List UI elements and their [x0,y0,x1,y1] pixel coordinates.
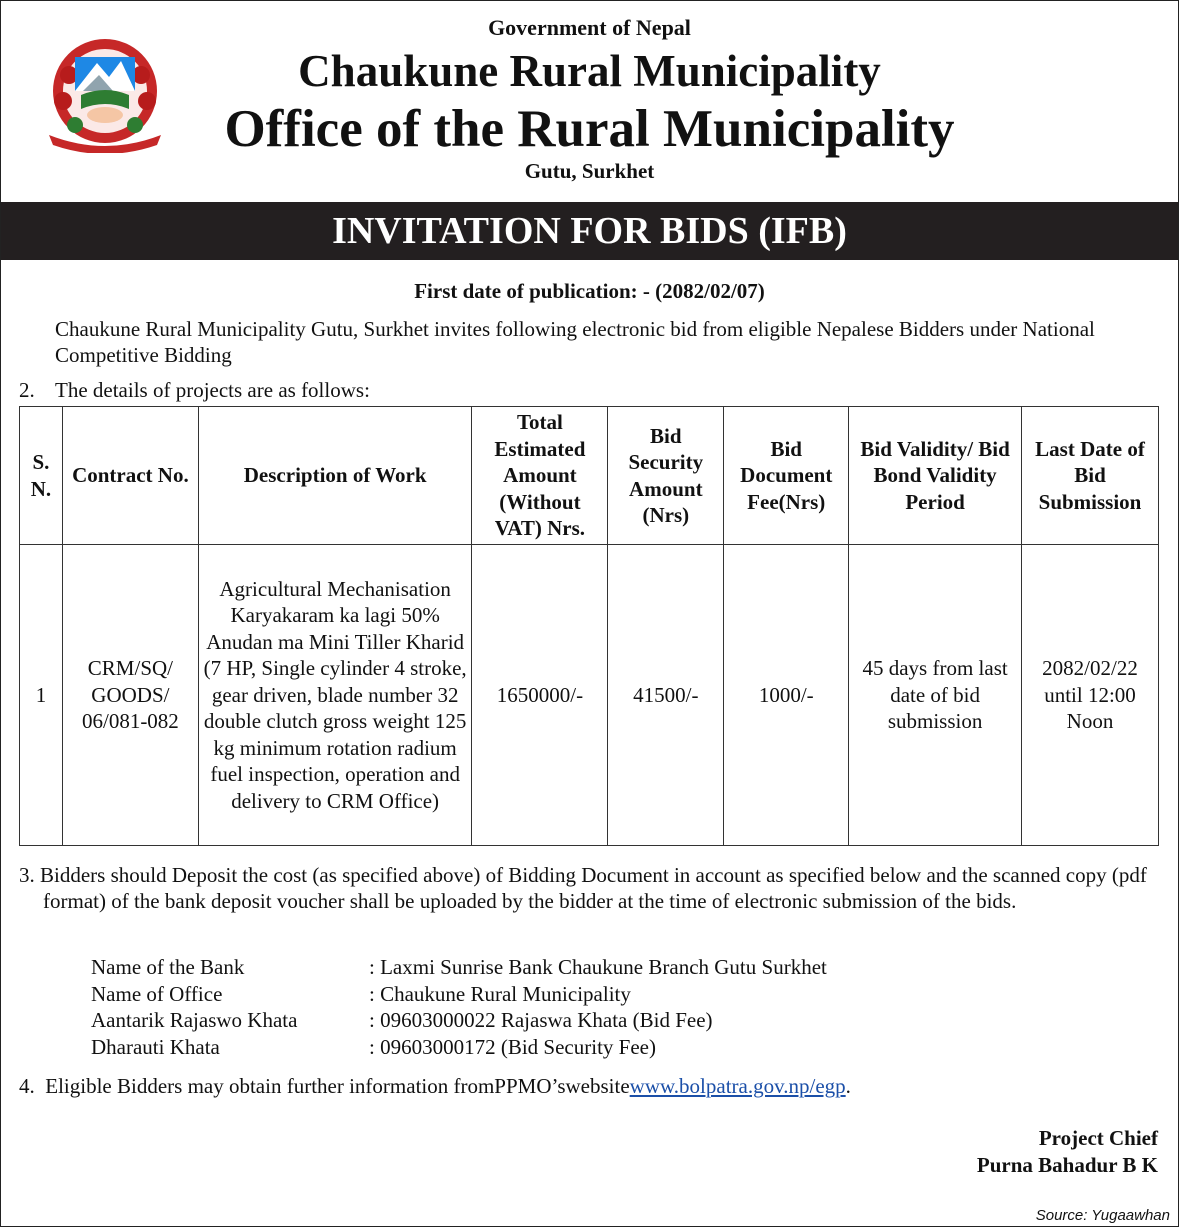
bank-details [91,954,827,1060]
header-document-fee: Bid Document Fee(Nrs) [724,407,849,545]
paragraph-text: Chaukune Rural Municipality Gutu, Surkhet invites following electronic bid from eligible Nepalese Bidders under National Competitive Bidding [55,317,1095,367]
bank-detail-row [91,1007,827,1034]
header-last-date: Last Date of Bid Submission [1022,407,1159,545]
source-credit: Source: Yugaawhan [1035,1207,1170,1224]
bolpatra-website-link[interactable]: www.bolpatra.gov.np/egp [629,1074,846,1098]
cell-sn: 1 [20,545,63,846]
header-bid-security: Bid Security Amount (Nrs) [608,407,724,545]
bank-detail-label: Dharauti Khata [91,1034,220,1059]
municipality-name: Chaukune Rural Municipality [298,46,881,96]
bank-detail-value: : 09603000172 (Bid Security Fee) [369,1034,656,1059]
header-contract-no: Contract No. [62,407,198,545]
paragraph-number: 2. [19,378,35,402]
paragraph-text: Eligible Bidders may obtain further information fromPPMO’swebsite [45,1074,630,1098]
bank-detail-row [91,1034,827,1061]
bank-detail-label: Name of Office [91,981,223,1006]
header-description: Description of Work [198,407,472,545]
ifb-banner: INVITATION FOR BIDS (IFB) [1,202,1178,260]
office-address: Gutu, Surkhet [524,159,655,183]
bid-details-table [19,406,1159,846]
office-title: Office of the Rural Municipality [224,100,955,158]
paragraph-end: . [845,1074,851,1098]
header-estimated-amount: Total Estimated Amount (Without VAT) Nrs. [472,407,608,545]
publication-date: First date of publication: - (2082/02/07) [414,279,765,303]
cell-document-fee: 1000/- [724,545,849,846]
cell-contract-no: CRM/SQ/ GOODS/ 06/081-082 [62,545,198,846]
paragraph-4 [19,1073,851,1099]
bank-detail-label: Name of the Bank [91,955,245,979]
cell-bid-validity: 45 days from last date of bid submission [849,545,1022,846]
paragraph-number [19,316,55,342]
paragraph-text: The details of projects are as follows: [55,378,370,402]
bank-detail-value: : 09603000022 Rajaswa Khata (Bid Fee) [369,1008,713,1032]
paragraph-number: 4. [19,1074,35,1098]
paragraph-1 [19,316,1164,368]
paragraph-3 [19,862,1148,914]
bank-detail-row [91,981,827,1008]
header-bid-validity: Bid Validity/ Bid Bond Validity Period [849,407,1022,545]
cell-estimated-amount: 1650000/- [472,545,608,846]
bank-detail-value: : Chaukune Rural Municipality [369,981,631,1006]
table-row [20,545,1159,846]
government-heading: Government of Nepal [488,15,691,40]
paragraph-text: Bidders should Deposit the cost (as specified above) of Bidding Document in account as specified below and the scanned copy (pdf format) of the bank deposit voucher shall be uploaded by the bidder at the time of electronic submission of the bids. [40,863,1147,913]
table-header-row [20,407,1159,545]
paragraph-number: 3. [19,863,35,887]
signatory-name: Purna Bahadur B K [976,1153,1158,1177]
cell-bid-security: 41500/- [608,545,724,846]
header-sn: S. N. [20,407,63,545]
signatory-title: Project Chief [1038,1126,1158,1150]
paragraph-2 [19,377,370,403]
bank-detail-value: : Laxmi Sunrise Bank Chaukune Branch Gutu Surkhet [369,955,827,979]
bank-detail-label: Aantarik Rajaswo Khata [91,1008,298,1032]
cell-last-date: 2082/02/22 until 12:00 Noon [1022,545,1159,846]
cell-description: Agricultural Mechanisation Karyakaram ka lagi 50% Anudan ma Mini Tiller Kharid (7 HP, Single cylinder 4 stroke, gear driven, blade number 32 double clutch gross weight 125 kg minimum rotation radium fuel inspection, operation and delivery to CRM Office) [198,545,472,846]
bank-detail-row [91,954,827,981]
